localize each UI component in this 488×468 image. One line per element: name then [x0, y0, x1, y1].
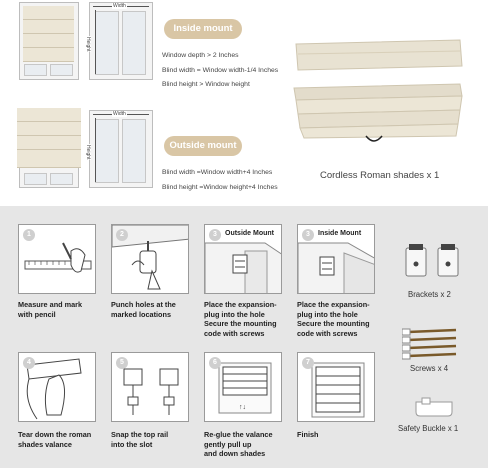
step-4-card	[18, 352, 96, 422]
outside-mount-specs	[162, 166, 278, 195]
step-1-text	[18, 300, 82, 319]
installation-steps-section	[0, 206, 488, 468]
spec-line: Blind height =Window height+4 Inches	[162, 183, 278, 191]
product-caption: Cordless Roman shades x 1	[320, 170, 440, 181]
step-3-outside-card	[204, 224, 282, 294]
bracket-icon	[402, 240, 464, 284]
spec-line: Blind width = Window width-1/4 Inches	[162, 66, 279, 74]
step-line: and down shades	[204, 449, 266, 458]
step-title: Outside Mount	[225, 230, 274, 237]
inside-mount-badge: Inside mount	[164, 19, 242, 39]
step-line: Re-glue the valance	[204, 430, 273, 439]
step-line: Punch holes at the	[111, 300, 176, 309]
step-line: shades valance	[18, 439, 72, 449]
step-line: plug into the hole	[297, 309, 358, 319]
width-label: Width	[113, 3, 126, 9]
step-line: marked locations	[111, 309, 172, 319]
safety-buckle-icon	[412, 396, 456, 420]
step-number: 2	[116, 229, 128, 241]
step-number: 4	[23, 357, 35, 369]
step-line: Measure and mark	[18, 300, 83, 309]
step-line: Place the expansion-	[297, 300, 370, 309]
step-line: with pencil	[18, 309, 56, 319]
step-number: 3	[302, 229, 314, 241]
step-4-text	[18, 430, 91, 449]
svg-text:↑↓: ↑↓	[239, 404, 246, 411]
width-label: Width	[113, 111, 126, 117]
step-number: 3	[209, 229, 221, 241]
roman-shade-product-image	[290, 36, 470, 156]
outside-mount-badge: Outside mount	[164, 136, 242, 156]
screw-icon	[402, 326, 462, 362]
window-frame	[89, 110, 153, 188]
height-label: Height	[85, 37, 91, 52]
step-line: Secure the mounting	[297, 319, 370, 328]
step-line: code with screws	[297, 328, 358, 338]
accessory-caption: Safety Buckle x 1	[398, 424, 459, 433]
window-frame	[19, 2, 79, 80]
spec-line: Blind height > Window height	[162, 81, 250, 88]
step-line: gently pull up	[204, 439, 252, 449]
window-frame	[89, 2, 153, 80]
step-2-card	[111, 224, 189, 294]
step-line: plug into the hole	[204, 309, 265, 319]
step-line: Snap the top rail	[111, 430, 169, 439]
step-line: Secure the mounting	[204, 319, 277, 328]
step-line: into the slot	[111, 439, 153, 449]
step-number: 6	[209, 357, 221, 369]
step-6-text	[204, 430, 273, 459]
step-3-inside-text	[297, 300, 370, 338]
step-7-text	[297, 430, 319, 440]
step-number: 7	[302, 357, 314, 369]
step-3-outside-text	[204, 300, 277, 338]
step-7-card	[297, 352, 375, 422]
accessory-caption: Screws x 4	[410, 364, 449, 373]
step-5-text	[111, 430, 168, 449]
spec-line: Blind width =Window width+4 Inches	[162, 169, 273, 176]
step-line: Place the expansion-	[204, 300, 277, 309]
height-label: Height	[85, 145, 91, 160]
step-title: Inside Mount	[318, 230, 362, 237]
step-number: 5	[116, 357, 128, 369]
step-6-card	[204, 352, 282, 422]
spec-line: Window depth > 2 Inches	[162, 52, 239, 59]
step-2-text	[111, 300, 176, 319]
step-1-card	[18, 224, 96, 294]
step-3-inside-card	[297, 224, 375, 294]
step-number: 1	[23, 229, 35, 241]
step-line: Finish	[297, 430, 319, 439]
inside-mount-specs	[162, 49, 278, 93]
step-line: code with screws	[204, 328, 265, 338]
step-line: Tear down the roman	[18, 430, 92, 439]
accessory-caption: Brackets x 2	[408, 290, 451, 299]
step-5-card	[111, 352, 189, 422]
mount-guide-section	[0, 0, 488, 206]
